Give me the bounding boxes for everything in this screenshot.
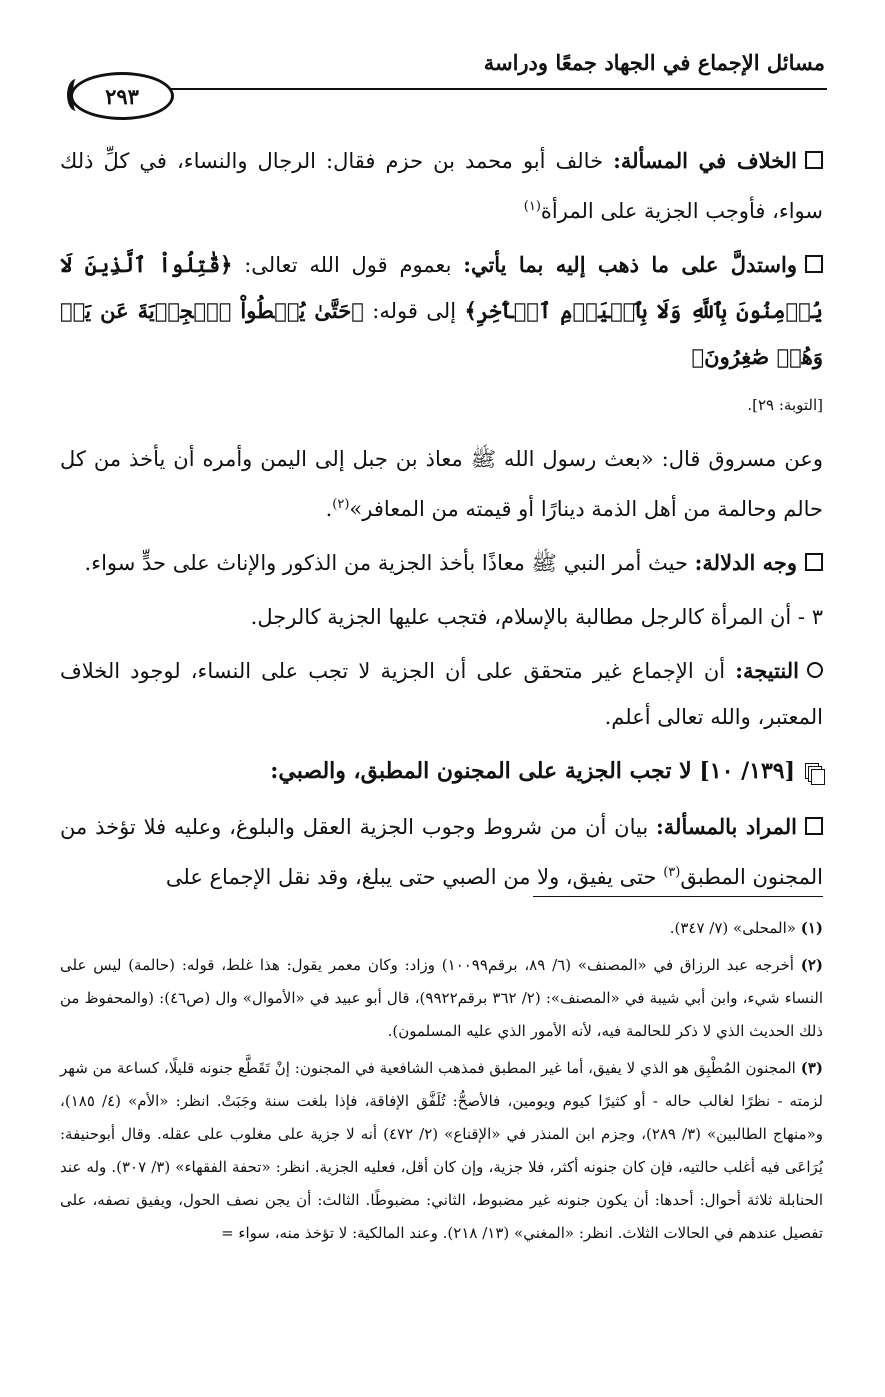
paragraph-text: وعن مسروق قال: «بعث رسول الله ﷺ معاذ بن جبل إلى اليمن وأمره أن يأخذ من كل حالم وحالمة من أهل الذمة دينارًا أو قيمته من المعافر»: [60, 447, 823, 521]
paragraph-lead: المراد بالمسألة:: [656, 814, 797, 839]
paragraph-meaning: [60, 804, 823, 900]
paragraph-text: أن الإجماع غير متحقق على أن الجزية لا تجب على النساء، لوجود الخلاف المعتبر، والله تعالى أعلم.: [60, 659, 823, 729]
paragraph-point-3: [60, 594, 823, 640]
running-header-title: مسائل الإجماع في الجهاد جمعًا ودراسة: [483, 50, 825, 75]
circle-bullet-icon: [807, 662, 823, 678]
footnote-text: المجنون المُطْبِق هو الذي لا يفيق، أما غير المطبق فمذهب الشافعية في المجنون: إنْ تَقَطَّع جنونه قليلًا، كساعة من شهر لزمته - نظرًا لغالب حاله - أو كثيرًا كيوم ويومين، فالأصحُّ: تُلَفَّق الإفاقة، فإذا بلغت سنة وجَبَتْ. انظر: «الأم» (٤/ ١٨٥)، و«منهاج الطالبين» (٣/ ٢٨٩)، وجزم ابن المنذر في «الإقناع» (٢/ ٤٧٢) أنه لا جزية على مغلوب على عقله. وقال أبوحنيفة: يُرَاعَى فيه أغلب حالتيه، فإن كان جنونه أكثر، فلا جزية، وإن كان أقل، فعليه الجزية. انظر: «تحفة الفقهاء» (٣/ ٣٠٧). وله عند الحنابلة ثلاثة أحوال: أحدها: أن يكون جنونه غير مضبوط، الثاني: مضبوطًا. الثالث: أن يجن نصف الحول، ويفيق نصفه، على تفصيل عندهم في الحالات الثلاث. انظر: «المغني» (١٣/ ٢١٨). وعند المالكية: لا تؤخذ منه، سواء =: [60, 1059, 823, 1242]
quran-verse: ﴿حَتَّىٰ يُعۡطُواْ ٱلۡجِزۡيَةَ عَن يَدٖ وَهُمۡ صَٰغِرُونَ﴾: [60, 298, 823, 369]
paragraph-lead: النتيجة:: [735, 658, 799, 683]
header-rule: [150, 88, 827, 90]
footnote-text: أخرجه عبد الرزاق في «المصنف» (٦/ ٨٩، برقم١٠٠٩٩) وزاد: وكان معمر يقول: هذا غلط، قوله: (حالمة) ليس على النساء شيء، وابن أبي شيبة في «المصنف»: (٢/ ٣٦٢ برقم٩٩٢٢)، قال أبو عبيد في «الأموال» وال (ص٤٦): (والمحفوظ من ذلك الحديث الذي لا ذكر للحالمة فيه، لأنه الأمور الذي عليه المسلمون).: [60, 956, 824, 1040]
verse-citation: [التوبة: ٢٩].: [747, 396, 823, 414]
footnote-3: [60, 1052, 823, 1250]
paragraph-text: حيث أمر النبي ﷺ معاذًا بأخذ الجزية من الذكور والإناث على حدٍّ سواء.: [84, 551, 688, 575]
section-heading: [60, 748, 823, 794]
paragraph-result: [60, 648, 823, 740]
footnote-number: (٣): [800, 1059, 823, 1077]
square-bullet-icon: [805, 553, 823, 571]
footnote-ref: (٢): [332, 497, 350, 512]
footnote-ref: (١): [523, 199, 541, 214]
paragraph-lead: الخلاف في المسألة:: [613, 148, 797, 173]
square-bullet-icon: [805, 817, 823, 835]
square-bullet-icon: [805, 151, 823, 169]
footnotes: [60, 912, 823, 1254]
footnote-ref: (٣): [663, 865, 681, 880]
footnote-text: «المحلى» (٧/ ٣٤٧).: [669, 919, 796, 937]
paragraph-text: إلى قوله:: [372, 299, 457, 323]
paragraph-text: خالف أبو محمد بن حزم فقال: الرجال والنساء، في كلِّ ذلك سواء، فأوجب الجزية على المرأة: [60, 149, 823, 223]
paragraph-lead: واستدلَّ على ما ذهب إليه بما يأتي:: [463, 252, 797, 277]
paragraph-text-end: .: [325, 497, 333, 521]
footnote-2: [60, 949, 823, 1048]
paragraph-text: بيان أن من شروط وجوب الجزية العقل والبلوغ، وعليه فلا تؤخذ من المجنون المطبق: [60, 815, 823, 889]
footnote-number: (١): [800, 919, 823, 937]
paragraph-text: بعموم قول الله تعالى:: [244, 253, 452, 277]
section-heading-text: [١٣٩/ ١٠] لا تجب الجزية على المجنون المطبق، والصبي:: [270, 758, 795, 784]
footnote-1: [60, 912, 823, 945]
square-bullet-icon: [805, 255, 823, 273]
paragraph-inference: [60, 540, 823, 586]
paragraph-text: ٣ - أن المرأة كالرجل مطالبة بالإسلام، فتجب عليها الجزية كالرجل.: [250, 605, 823, 629]
documents-icon: [805, 763, 823, 781]
footnote-separator: [533, 896, 823, 897]
paragraph-evidence: [60, 242, 823, 428]
paragraph-lead: وجه الدلالة:: [694, 550, 797, 575]
main-text: [60, 138, 823, 908]
paragraph-text: حتى يفيق، ولا من الصبي حتى يبلغ، وقد نقل الإجماع على: [165, 865, 657, 889]
page-number: ٢٩٣: [105, 83, 139, 109]
paragraph-hadith: [60, 436, 823, 532]
page-number-badge: [70, 72, 174, 120]
footnote-number: (٢): [800, 956, 823, 974]
paragraph-disagreement: [60, 138, 823, 234]
quran-verse: ﴿قَٰتِلُواْ ٱلَّذِينَ لَا يُؤۡمِنُونَ بِٱللَّهِ وَلَا بِٱلۡيَوۡمِ ٱلۡأٓخِرِ﴾: [60, 252, 823, 323]
